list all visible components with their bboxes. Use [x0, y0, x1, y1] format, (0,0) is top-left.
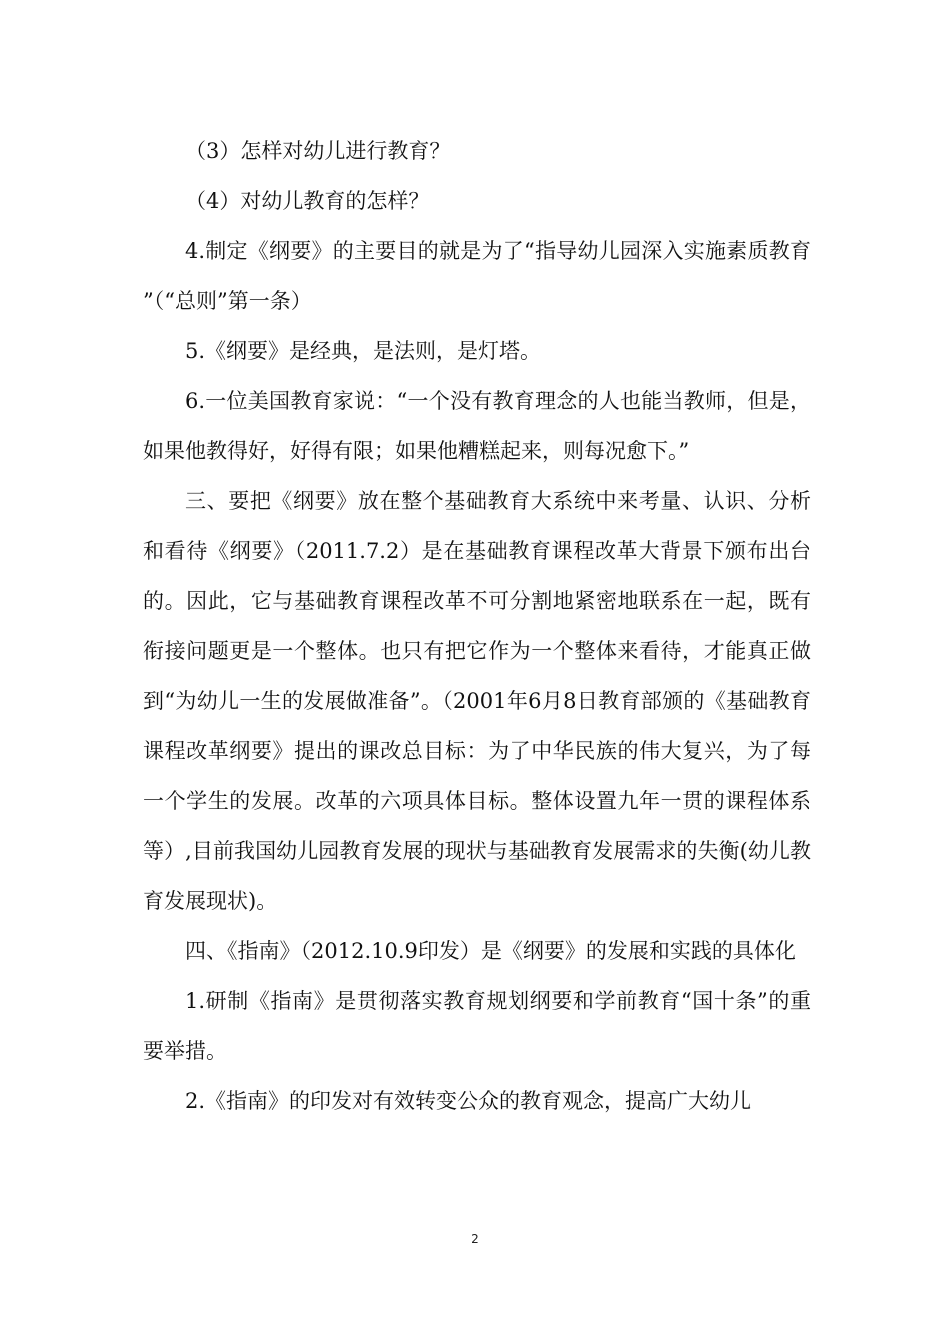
paragraph-point-5: 5.《纲要》是经典，是法则，是灯塔。	[185, 339, 542, 363]
paragraph-guide-point-2: 2.《指南》的印发对有效转变公众的教育观念，提高广大幼儿	[185, 1089, 752, 1113]
paragraph-section-three: 三、要把《纲要》放在整个基础教育大系统中来考量、认识、分析和看待《纲要》（2011.7.2）是在基础教育课程改革大背景下颁布出台的。因此，它与基础教育课程改革不可分割地紧密地联系在一起，既有衔接问题更是一个整体。也只有把它作为一个整体来看待，才能真正做到“为幼儿一生的发展做准备”。（2001年6月8日教育部颁的《基础教育课程改革纲要》提出的课改总目标：为了中华民族的伟大复兴，为了每一个学生的发展。改革的六项具体目标。整体设置九年一贯的课程体系等）,目前我国幼儿园教育发展的现状与基础教育发展需求的失衡(幼儿教育发展现状)。	[143, 489, 811, 913]
paragraph-point-4: 4.制定《纲要》的主要目的就是为了“指导幼儿园深入实施素质教育”（“总则”第一条）	[143, 239, 811, 313]
paragraph-point-6: 6.一位美国教育家说：“一个没有教育理念的人也能当教师，但是，如果他教得好，好得有限；如果他糟糕起来，则每况愈下。”	[143, 389, 811, 463]
page-number: 2	[471, 1232, 479, 1246]
document-body	[143, 126, 811, 1126]
paragraph-guide-point-1: 1.研制《指南》是贯彻落实教育规划纲要和学前教育“国十条”的重要举措。	[143, 989, 811, 1063]
paragraph-item-3: （3）怎样对幼儿进行教育？	[185, 139, 451, 163]
paragraph-item-4: （4）对幼儿教育的怎样？	[185, 189, 430, 213]
paragraph-section-four: 四、《指南》（2012.10.9印发）是《纲要》的发展和实践的具体化	[185, 939, 796, 963]
